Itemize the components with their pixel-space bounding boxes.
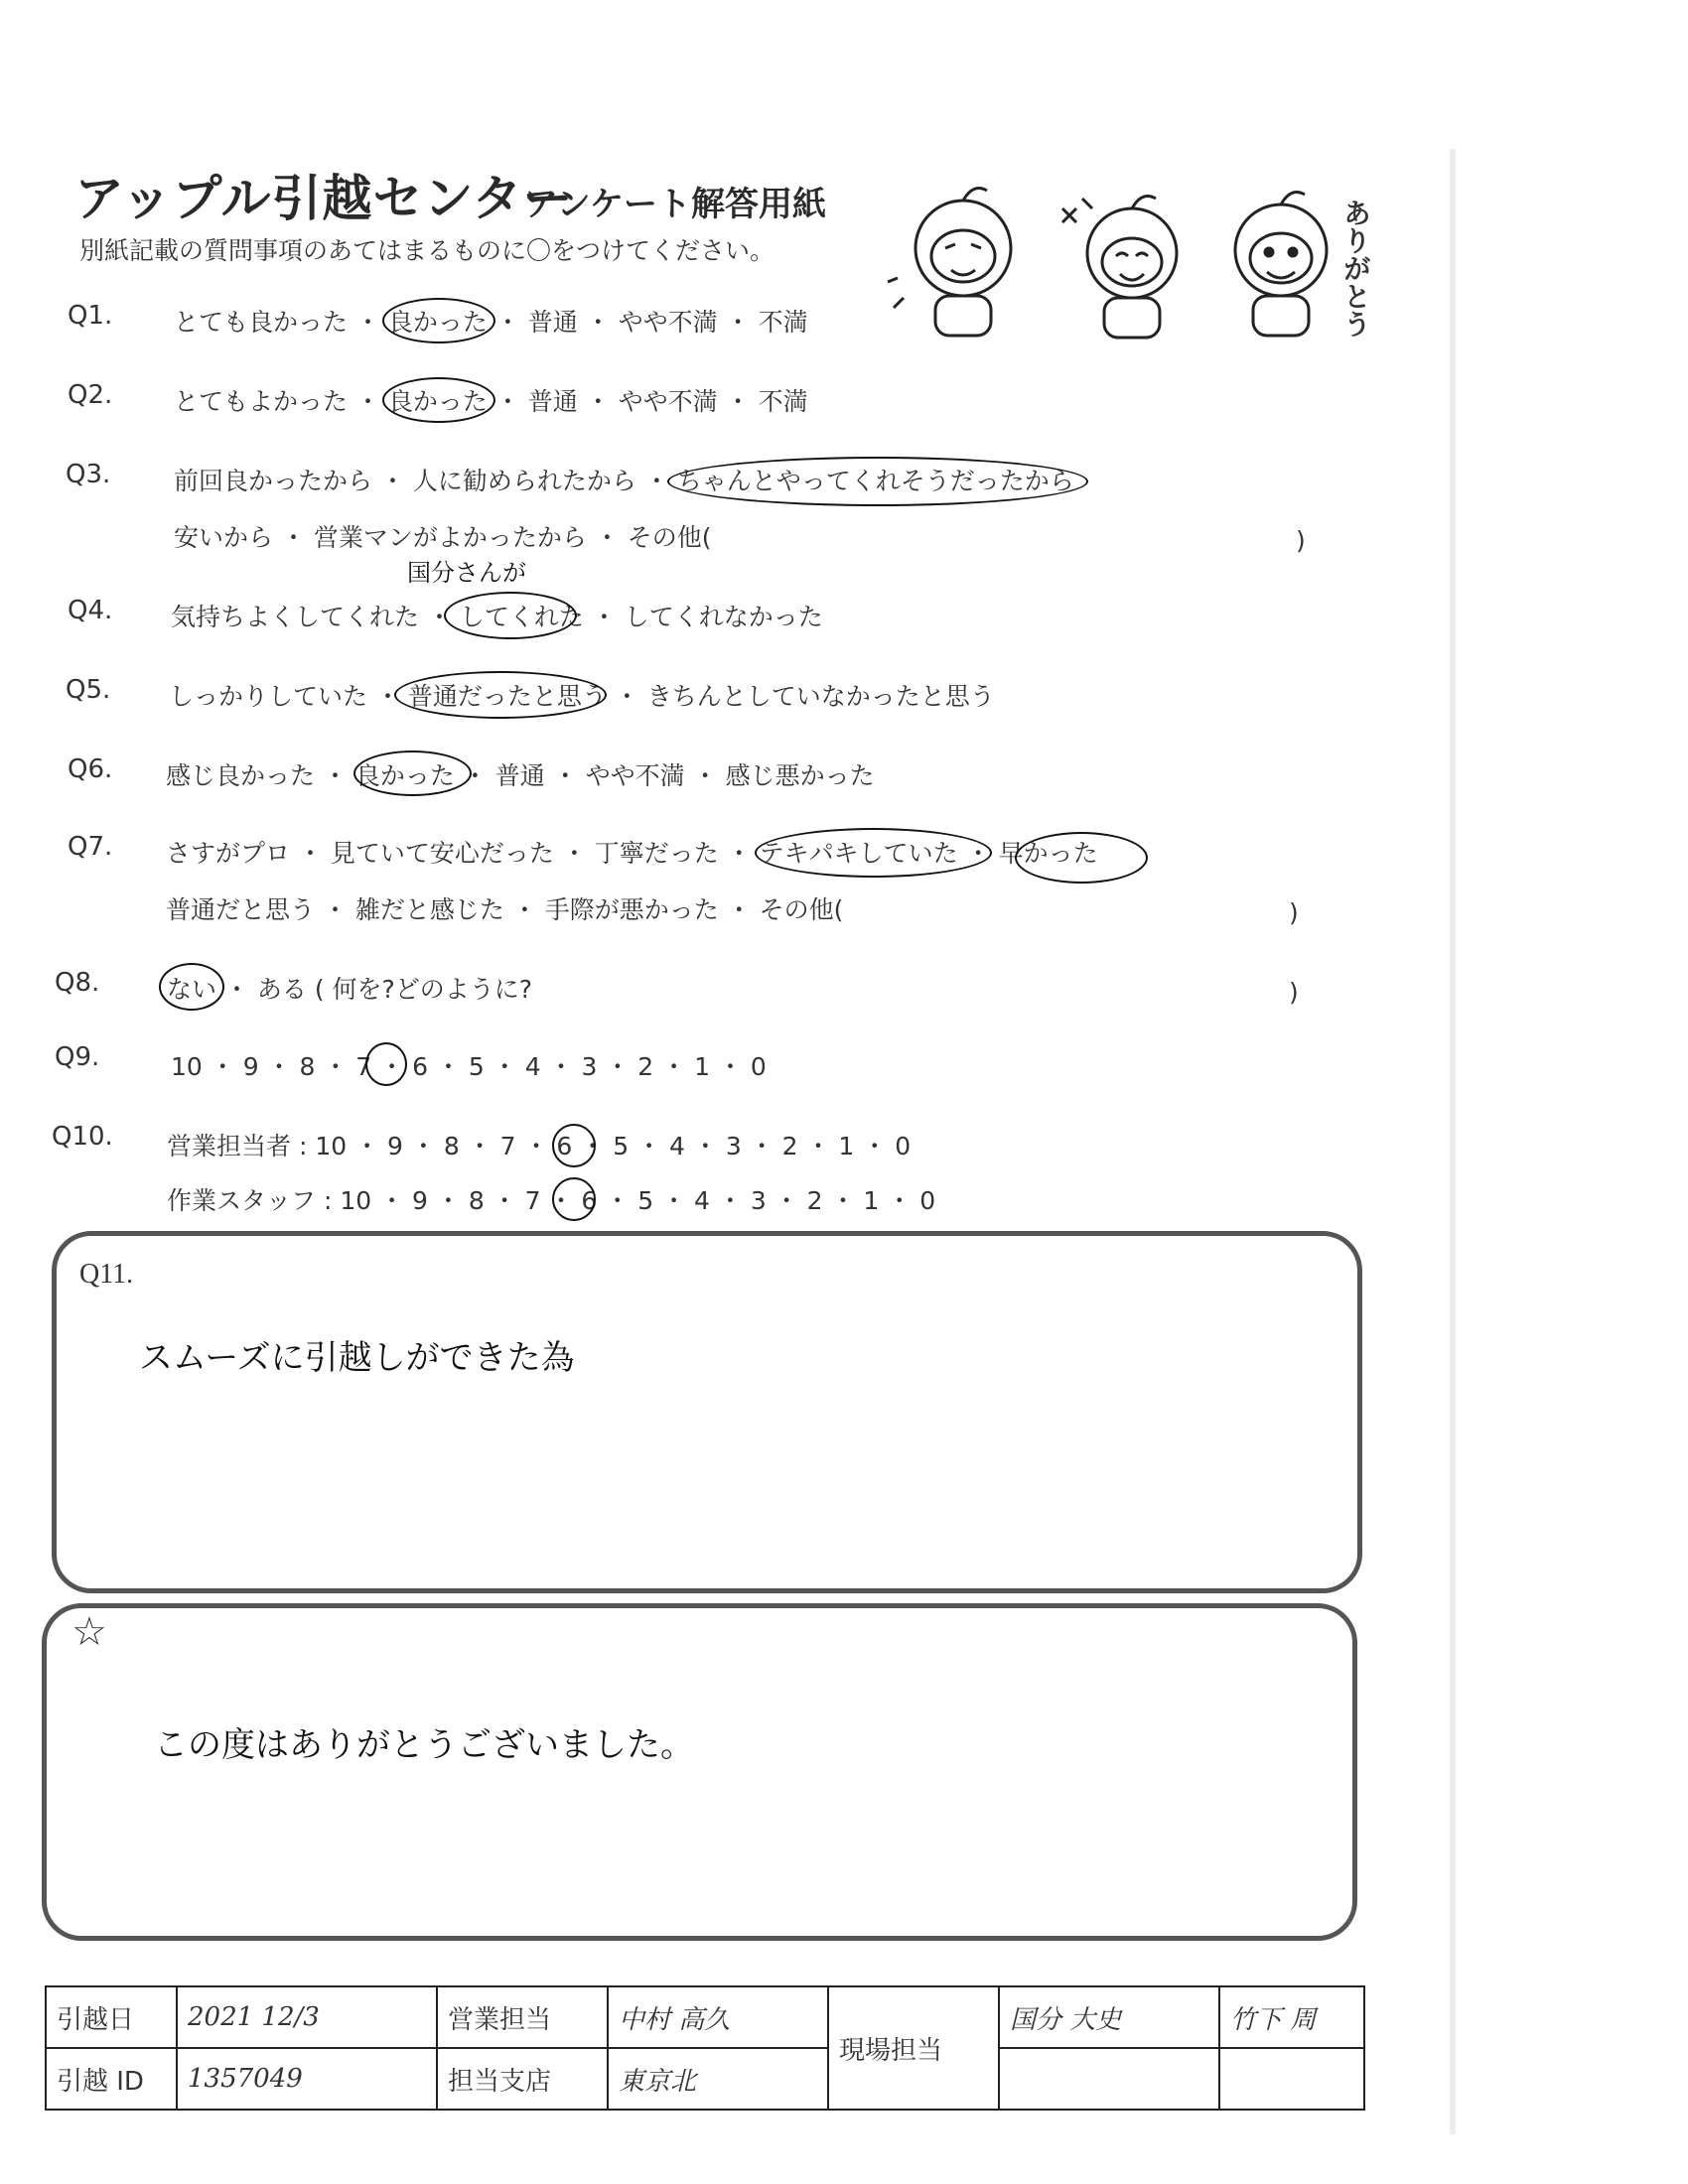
q3-options-line2: 安いから ・ 営業マンがよかったから ・ その他( — [174, 523, 712, 552]
instruction-text: 別紙記載の質問事項のあてはまるものに〇をつけてください。 — [79, 236, 775, 265]
q3-close-paren: ) — [1296, 526, 1306, 555]
q1-circle-mark — [382, 298, 495, 343]
branch-value: 東京北 — [608, 2048, 828, 2110]
site-staff-2-value: 竹下 周 — [1219, 1986, 1364, 2048]
q10-sales-scale: 営業担当者 : 10 ・ 9 ・ 8 ・ 7 ・ 6 ・ 5 ・ 4 ・ 3 ・ 2 ・ 1 ・ 0 — [167, 1132, 912, 1160]
q9-circle-mark — [365, 1042, 407, 1086]
q7-number: Q7. — [68, 832, 113, 862]
q7-close-paren: ) — [1289, 898, 1299, 927]
star-label: ☆ — [71, 1609, 107, 1654]
q4-circle-mark — [444, 592, 577, 639]
comment-box — [42, 1603, 1357, 1941]
q7-circle-mark-2 — [1015, 832, 1148, 884]
q4-handwritten-note: 国分さんが — [407, 559, 526, 587]
mascot-caption: ありがとう — [1339, 199, 1372, 338]
q2-number: Q2. — [68, 380, 113, 410]
q8-close-paren: ) — [1289, 978, 1299, 1007]
q11-label: Q11. — [79, 1259, 134, 1290]
q6-circle-mark — [353, 751, 472, 796]
q6-number: Q6. — [68, 754, 113, 784]
move-date-value: 2021 12/3 — [177, 1986, 437, 2048]
q3-options: 前回良かったから ・ 人に勧められたから ・ ちゃんとやってくれそうだったから — [174, 467, 1074, 495]
q1-number: Q1. — [68, 301, 113, 331]
q10-staff-circle-mark — [552, 1177, 596, 1221]
branch-label: 担当支店 — [437, 2048, 608, 2110]
site-staff-label: 現場担当 — [828, 1986, 999, 2110]
sales-rep-label: 営業担当 — [437, 1986, 608, 2048]
q10-sales-circle-mark — [552, 1124, 596, 1167]
q4-number: Q4. — [68, 596, 113, 625]
q9-number: Q9. — [55, 1042, 100, 1072]
brand-title: アップル引越センター — [74, 170, 574, 227]
mascot-middle-icon — [1062, 197, 1177, 338]
move-date-label: 引越日 — [46, 1986, 177, 2048]
q5-number: Q5. — [66, 675, 111, 705]
q7-options: さすがプロ ・ 見ていて安心だった ・ 丁寧だった ・ テキパキしていた ・ 早かった — [166, 839, 1098, 868]
mascot-illustration — [884, 179, 1380, 357]
q3-number: Q3. — [66, 460, 111, 489]
footer-info-table — [45, 1985, 1365, 2111]
q2-circle-mark — [382, 377, 495, 423]
q9-scale: 10 ・ 9 ・ 8 ・ 7 ・ 6 ・ 5 ・ 4 ・ 3 ・ 2 ・ 1 ・ 0 — [171, 1052, 767, 1081]
site-staff-1-value: 国分 大史 — [999, 1986, 1219, 2048]
form-subtitle: アンケート解答用紙 — [524, 185, 826, 224]
site-staff-empty-cell-1 — [999, 2048, 1219, 2110]
q8-circle-mark — [159, 963, 224, 1011]
q7-options-line2: 普通だと思う ・ 雑だと感じた ・ 手際が悪かった ・ その他( — [166, 895, 844, 924]
move-id-value: 1357049 — [177, 2048, 437, 2110]
mascot-left-icon — [888, 189, 1011, 336]
q1-options: とても良かった ・ 良かった ・ 普通 ・ やや不満 ・ 不満 — [174, 308, 808, 337]
sales-rep-value: 中村 高久 — [608, 1986, 828, 2048]
page-edge-shadow — [1450, 149, 1456, 2134]
comment-handwritten-text: この度はありがとうございました。 — [154, 1725, 694, 1765]
q11-answer-box — [52, 1231, 1362, 1593]
move-id-label: 引越 ID — [46, 2048, 177, 2110]
q3-circle-mark — [667, 457, 1088, 506]
q6-options: 感じ良かった ・ 良かった ・ 普通 ・ やや不満 ・ 感じ悪かった — [166, 761, 875, 790]
q8-number: Q8. — [55, 968, 100, 998]
q8-options: ない ・ ある ( 何を?どのように? — [167, 975, 533, 1004]
q11-handwritten-answer: スムーズに引越しができた為 — [139, 1338, 575, 1378]
mascot-right-icon — [1235, 193, 1327, 336]
q10-staff-scale: 作業スタッフ : 10 ・ 9 ・ 8 ・ 7 ・ 6 ・ 5 ・ 4 ・ 3 ・ 2 ・ 1 ・ 0 — [167, 1186, 936, 1215]
q5-circle-mark — [394, 671, 607, 719]
q2-options: とてもよかった ・ 良かった ・ 普通 ・ やや不満 ・ 不満 — [174, 387, 808, 416]
q4-options: 気持ちよくしてくれた ・ してくれた ・ してくれなかった — [171, 603, 823, 631]
q5-options: しっかりしていた ・ 普通だったと思う ・ きちんとしていなかったと思う — [169, 682, 995, 711]
q7-circle-mark-1 — [755, 828, 992, 878]
q10-number: Q10. — [52, 1122, 113, 1152]
site-staff-empty-cell-2 — [1219, 2048, 1364, 2110]
